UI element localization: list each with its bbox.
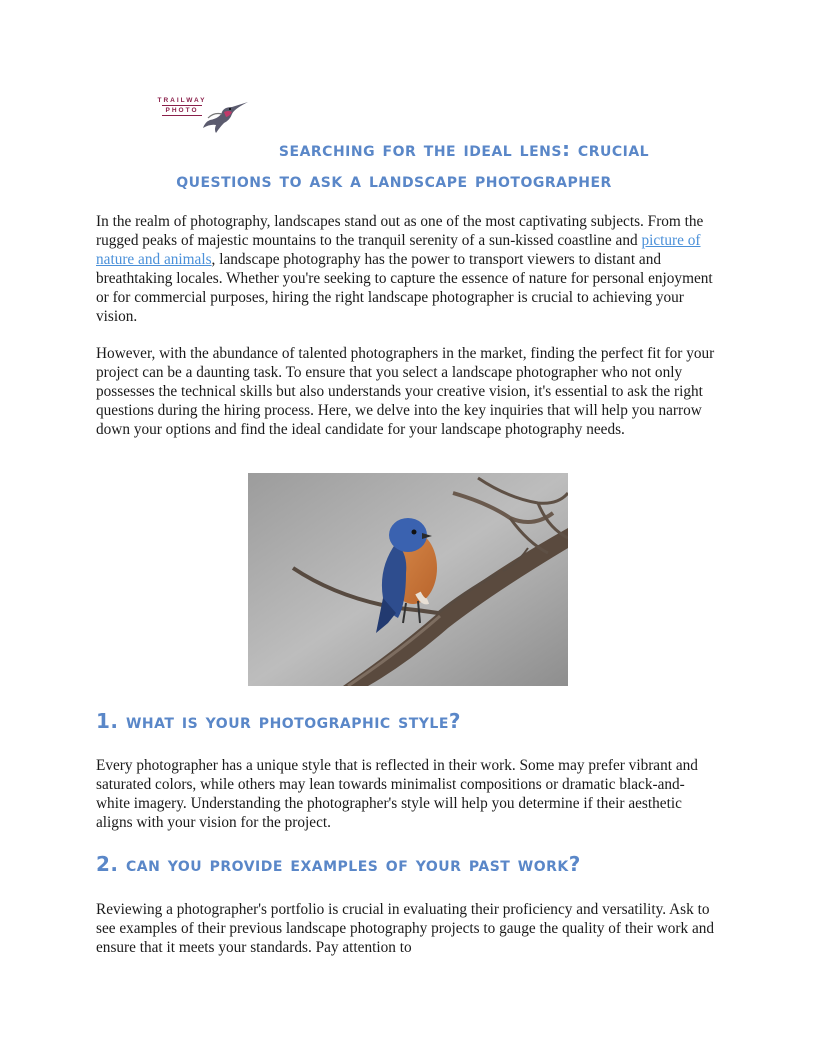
nature-animals-link[interactable]: picture of nature and animals [96,232,701,268]
intro-paragraph-2: However, with the abundance of talented photographers in the market, finding the perfect fit for your project can be a daunting task. To ensure that you select a landscape photographer who not only possesses the technical skills but also understands your creative vision, it's essential to ask the right questions during the hiring process. Here, we delve into the key inquiries that will help you narrow down your options and find the ideal candidate for your landscape photography needs. [96,345,715,438]
intro-paragraph-1 [96,212,718,326]
logo-line2: PHOTO [162,105,202,116]
intro-text-after-link: , landscape photography has the power to transport viewers to distant and breathtaking locales. Whether you're seeking to capture the essence of nature for personal enjoyment or for commercial purposes, hiring the right landscape photographer is crucial to achieving your vision. [96,251,713,325]
section-2-body: Reviewing a photographer's portfolio is crucial in evaluating their proficiency and versatility. Ask to see examples of their previous landscape photography projects to gauge the quality of their work and ensure that it meets your standards. Pay attention to [96,901,715,956]
section-2-heading: 2. can you provide examples of your past work? [96,852,581,876]
bluebird-on-branch-photo [248,473,568,686]
logo-line1: TRAILWAY [157,97,207,104]
hummingbird-icon [202,98,250,134]
title-line2: questions to ask a landscape photographer [176,168,612,192]
bluebird-photo [248,473,568,686]
page-title [96,134,742,196]
intro-text-before-link: In the realm of photography, landscapes stand out as one of the most captivating subjects. From the rugged peaks of majestic mountains to the tranquil serenity of a sun-kissed coastline and [96,213,704,249]
title-line1: searching for the ideal lens: crucial [278,137,650,161]
section-1-heading: 1. what is your photographic style? [96,709,462,733]
trailway-photo-logo [150,96,250,136]
section-1-body: Every photographer has a unique style that is reflected in their work. Some may prefer vibrant and saturated colors, while others may lean towards minimalist compositions or dramatic black-and-white imagery. Understanding the photographer's style will help you determine if their aesthetic aligns with your vision for the project. [96,757,698,831]
